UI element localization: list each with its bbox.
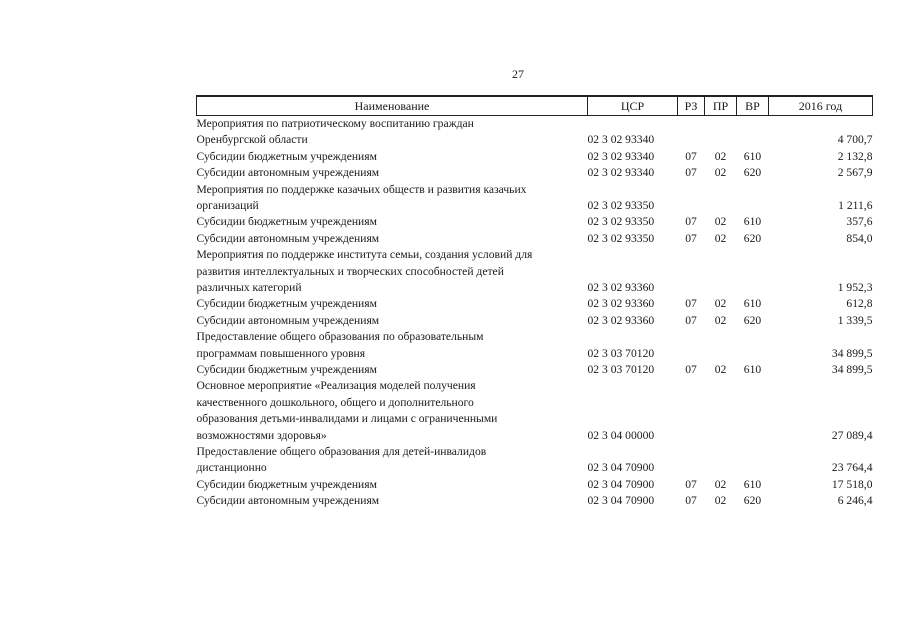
row-code: 02 3 03 70120 <box>587 362 655 376</box>
row-code: 02 3 02 93350 <box>587 198 655 212</box>
table-row <box>197 493 873 509</box>
row-code: 02 3 02 93340 <box>587 149 655 163</box>
row-name-line: развития интеллектуальных и творческих способностей детей <box>196 264 504 278</box>
row-sum-2016: 612,8 <box>846 297 873 311</box>
row-name-cell <box>197 214 588 230</box>
row-code: 02 3 02 93340 <box>587 166 655 180</box>
row-code: 02 3 04 70900 <box>587 461 655 475</box>
row-name-line: Субсидии автономным учреждениям <box>196 231 380 245</box>
row-name-cell <box>197 477 588 493</box>
row-name-cell <box>197 362 588 378</box>
row-rz: 07 <box>685 494 697 508</box>
row-name-line: возможностями здоровья» <box>196 428 327 442</box>
row-code: 02 3 02 93360 <box>587 297 655 311</box>
table-row <box>197 362 873 378</box>
row-name-line: Мероприятия по поддержке института семьи, создания условий для <box>196 248 533 262</box>
row-name-line: Субсидии бюджетным учреждениям <box>196 149 377 163</box>
table-row <box>197 231 873 247</box>
row-rz <box>678 329 705 362</box>
row-rz <box>678 182 705 215</box>
table-row <box>197 477 873 493</box>
row-name-line: Субсидии бюджетным учреждениям <box>196 215 377 229</box>
row-vr: 620 <box>743 231 762 245</box>
row-sum-2016: 34 899,5 <box>831 346 873 360</box>
row-pr: 02 <box>714 362 727 376</box>
row-rz: 07 <box>685 215 697 229</box>
row-name-line: Мероприятия по поддержке казачьих обществ и развития казачьих <box>196 182 527 196</box>
row-pr: 02 <box>714 477 727 491</box>
row-rz: 07 <box>685 231 697 245</box>
row-name-cell <box>197 165 588 181</box>
row-pr: 02 <box>714 215 727 229</box>
row-vr: 610 <box>743 149 762 163</box>
row-sum-2016: 27 089,4 <box>831 428 873 442</box>
row-vr <box>737 378 769 444</box>
row-rz <box>678 247 705 296</box>
row-name-cell <box>197 182 588 215</box>
row-rz <box>678 378 705 444</box>
row-vr: 610 <box>743 362 762 376</box>
row-sum-2016: 1 952,3 <box>837 280 873 294</box>
table-row <box>197 378 873 444</box>
header-year: 2016 год <box>769 96 873 116</box>
header-vr: ВР <box>737 96 769 116</box>
row-vr: 610 <box>743 215 762 229</box>
row-name-line: программам повышенного уровня <box>196 346 366 360</box>
row-name-line: образования детьми-инвалидами и лицами с ограниченными <box>196 412 498 426</box>
row-sum-2016: 23 764,4 <box>831 461 873 475</box>
row-rz: 07 <box>685 477 697 491</box>
row-name-line: Предоставление общего образования по образовательным <box>196 330 484 344</box>
page-number: 27 <box>512 67 524 81</box>
table-row <box>197 247 873 296</box>
row-vr: 610 <box>743 477 762 491</box>
row-code: 02 3 04 70900 <box>587 477 655 491</box>
row-vr: 620 <box>743 494 762 508</box>
row-pr: 02 <box>714 231 727 245</box>
row-vr: 620 <box>743 166 762 180</box>
table-row <box>197 182 873 215</box>
row-vr: 620 <box>743 313 762 327</box>
row-name-line: Субсидии бюджетным учреждениям <box>196 362 377 376</box>
row-rz: 07 <box>685 166 697 180</box>
row-name-cell <box>197 231 588 247</box>
table-row <box>197 296 873 312</box>
row-rz <box>678 116 705 149</box>
budget-table <box>196 95 873 510</box>
row-name-line: Основное мероприятие «Реализация моделей получения <box>196 379 476 393</box>
row-pr: 02 <box>714 297 727 311</box>
table-row <box>197 329 873 362</box>
budget-sheet <box>196 95 872 510</box>
row-vr <box>737 247 769 296</box>
row-pr: 02 <box>714 313 727 327</box>
row-pr <box>705 116 737 149</box>
row-name-cell <box>197 329 588 362</box>
row-sum-2016: 854,0 <box>846 231 873 245</box>
row-name-line: дистанционно <box>196 461 267 475</box>
row-code: 02 3 02 93350 <box>587 231 655 245</box>
row-name-cell <box>197 493 588 509</box>
row-vr: 610 <box>743 297 762 311</box>
row-rz: 07 <box>685 149 697 163</box>
row-pr <box>705 378 737 444</box>
row-code: 02 3 02 93360 <box>587 280 655 294</box>
row-sum-2016: 34 899,5 <box>831 362 873 376</box>
table-row <box>197 149 873 165</box>
row-rz: 07 <box>685 297 697 311</box>
row-name-line: Субсидии автономным учреждениям <box>196 494 380 508</box>
row-sum-2016: 357,6 <box>846 215 873 229</box>
header-pr: ПР <box>705 96 737 116</box>
row-sum-2016: 6 246,4 <box>837 494 873 508</box>
row-pr <box>705 247 737 296</box>
table-body <box>197 116 873 510</box>
row-code: 02 3 02 93360 <box>587 313 655 327</box>
row-vr <box>737 444 769 477</box>
row-vr <box>737 329 769 362</box>
row-pr <box>705 182 737 215</box>
row-code: 02 3 02 93350 <box>587 215 655 229</box>
row-sum-2016: 1 339,5 <box>837 313 873 327</box>
row-pr: 02 <box>714 494 727 508</box>
row-name-line: различных категорий <box>196 280 302 294</box>
row-name-line: Субсидии бюджетным учреждениям <box>196 477 377 491</box>
row-pr <box>705 444 737 477</box>
row-vr <box>737 116 769 149</box>
row-name-line: Мероприятия по патриотическому воспитанию граждан <box>196 117 474 130</box>
row-name-cell <box>197 296 588 312</box>
row-pr: 02 <box>714 166 727 180</box>
row-sum-2016: 1 211,6 <box>838 198 873 212</box>
row-name-line: качественного дошкольного, общего и дополнительного <box>196 395 474 409</box>
row-rz: 07 <box>685 313 697 327</box>
row-name-cell <box>197 444 588 477</box>
row-name-line: Предоставление общего образования для детей-инвалидов <box>196 444 487 458</box>
row-name-cell <box>197 378 588 444</box>
row-code: 02 3 04 00000 <box>587 428 655 442</box>
row-sum-2016: 4 700,7 <box>837 133 873 147</box>
table-header-row <box>197 96 873 116</box>
table-row <box>197 165 873 181</box>
row-rz: 07 <box>685 362 697 376</box>
row-code: 02 3 04 70900 <box>587 494 655 508</box>
table-row <box>197 116 873 149</box>
header-rz: РЗ <box>678 96 705 116</box>
row-pr: 02 <box>714 149 727 163</box>
row-sum-2016: 2 567,9 <box>837 166 873 180</box>
row-vr <box>737 182 769 215</box>
row-sum-2016: 17 518,0 <box>831 477 873 491</box>
row-name-line: Субсидии бюджетным учреждениям <box>196 297 377 311</box>
row-name-line: Оренбургской области <box>196 133 308 147</box>
header-name: Наименование <box>197 96 588 116</box>
row-name-cell <box>197 247 588 296</box>
row-code: 02 3 03 70120 <box>587 346 655 360</box>
row-name-line: Субсидии автономным учреждениям <box>196 313 380 327</box>
row-name-cell <box>197 313 588 329</box>
row-pr <box>705 329 737 362</box>
row-name-cell <box>197 149 588 165</box>
header-code: ЦСР <box>588 96 678 116</box>
table-row <box>197 444 873 477</box>
row-name-line: организаций <box>196 198 259 212</box>
row-name-line: Субсидии автономным учреждениям <box>196 166 380 180</box>
table-row <box>197 214 873 230</box>
row-code: 02 3 02 93340 <box>587 133 655 147</box>
row-rz <box>678 444 705 477</box>
table-row <box>197 313 873 329</box>
row-name-cell <box>197 116 588 149</box>
row-sum-2016: 2 132,8 <box>837 149 873 163</box>
